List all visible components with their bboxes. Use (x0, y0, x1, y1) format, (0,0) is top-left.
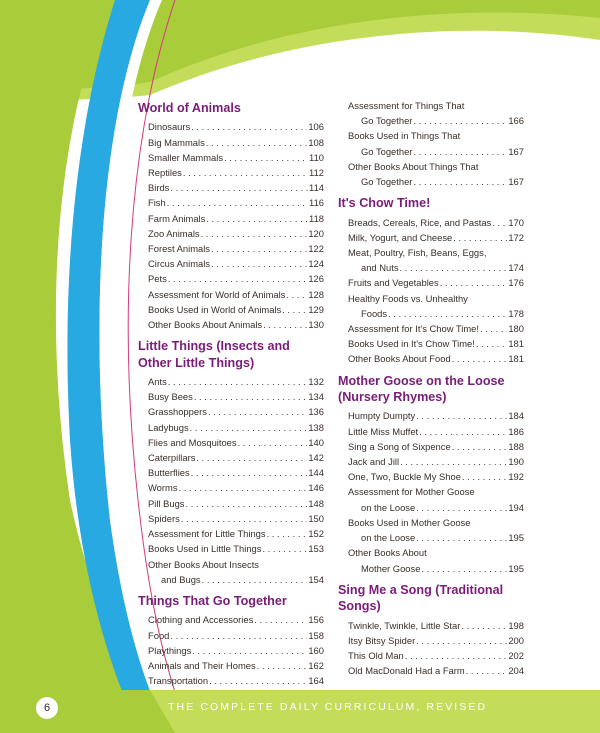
entry-title: Birds (148, 182, 170, 194)
entry-page-number: 204 (508, 665, 524, 677)
toc-entry (138, 658, 324, 673)
dot-leader (202, 572, 308, 587)
entry-title: Flies and Mosquitoes (148, 436, 237, 448)
toc-entry (338, 439, 524, 454)
dot-leader (466, 663, 508, 678)
toc-entry (338, 530, 524, 545)
toc-entry (138, 628, 324, 643)
dot-leader (413, 113, 507, 128)
toc-entry (338, 648, 524, 663)
toc-entry (138, 673, 324, 688)
toc-entry (138, 241, 324, 256)
dot-leader (416, 530, 507, 545)
entry-title: Ladybugs (148, 421, 189, 433)
entry-title: Other Books About Insects (148, 558, 259, 570)
entry-page-number: 120 (308, 227, 324, 239)
dot-leader (421, 561, 507, 576)
entry-title: Go Together (361, 115, 413, 127)
entry-title: Foods (361, 307, 388, 319)
entry-title: Fish (148, 197, 166, 209)
toc-entry (138, 572, 324, 587)
toc-right-column (338, 98, 524, 684)
toc-entry (338, 98, 524, 113)
toc-section (138, 100, 324, 332)
entry-title: Big Mammals (148, 136, 205, 148)
toc-entry (138, 271, 324, 286)
toc-entry (338, 515, 524, 530)
toc-entry (338, 215, 524, 230)
dot-leader (462, 469, 507, 484)
entry-title: Other Books About Things That (348, 160, 479, 172)
entry-title: Assessment for Little Things (148, 528, 266, 540)
toc-entry (338, 113, 524, 128)
entry-title: Assessment for It's Chow Time! (348, 323, 479, 335)
toc-entry (338, 321, 524, 336)
entry-page-number: 158 (308, 629, 324, 641)
entry-page-number: 166 (508, 115, 524, 127)
entry-title: Butterflies (148, 467, 190, 479)
section-title: Things That Go Together (138, 593, 287, 608)
entry-title: Other Books About Animals (148, 319, 263, 331)
entry-page-number: 188 (508, 440, 524, 452)
section-title: Sing Me a Song (Traditional Songs) (338, 582, 504, 614)
entry-title: Books Used in It's Chow Time! (348, 338, 475, 350)
toc-entry (338, 618, 524, 633)
section-title: Mother Goose on the Loose (Nursery Rhymes) (338, 373, 505, 405)
toc-entry (138, 389, 324, 404)
dot-leader (170, 628, 307, 643)
toc-entry (338, 484, 524, 499)
dot-leader (201, 226, 308, 241)
entry-page-number: 152 (308, 528, 324, 540)
entry-title: Jack and Jill (348, 456, 400, 468)
dot-leader (185, 496, 307, 511)
entry-page-number: 108 (308, 136, 324, 148)
toc-entry (338, 174, 524, 189)
dot-leader (262, 541, 307, 556)
toc-entry (338, 408, 524, 423)
toc-entry (338, 291, 524, 306)
dot-leader (400, 260, 508, 275)
entry-page-number: 184 (508, 410, 524, 422)
toc-entry (138, 119, 324, 134)
entry-title: Other Books About (348, 547, 427, 559)
toc-entry (138, 511, 324, 526)
dot-leader (254, 612, 307, 627)
toc-entry (338, 454, 524, 469)
toc-section (138, 338, 324, 587)
entry-page-number: 186 (508, 425, 524, 437)
toc-entry (138, 226, 324, 241)
toc-entry (338, 663, 524, 678)
toc-section (338, 582, 524, 679)
entry-page-number: 180 (508, 323, 524, 335)
entry-page-number: 202 (508, 649, 524, 661)
toc-entry (338, 561, 524, 576)
dot-leader (405, 648, 508, 663)
entry-title: and Nuts (361, 262, 399, 274)
entry-page-number: 181 (508, 338, 524, 350)
entry-page-number: 126 (308, 273, 324, 285)
entry-title: Worms (148, 482, 178, 494)
entry-page-number: 167 (508, 176, 524, 188)
toc-entry (138, 135, 324, 150)
entry-page-number: 178 (508, 307, 524, 319)
toc-entry (338, 245, 524, 260)
toc-entry (138, 480, 324, 495)
dot-leader (416, 408, 507, 423)
toc-entry (138, 526, 324, 541)
dot-leader (257, 658, 308, 673)
dot-leader (413, 174, 507, 189)
toc-entry (338, 500, 524, 515)
toc-entry (138, 195, 324, 210)
dot-leader (416, 633, 507, 648)
toc-entry (138, 256, 324, 271)
toc-left-column (138, 100, 324, 694)
entry-page-number: 154 (308, 573, 324, 585)
dot-leader (206, 135, 308, 150)
entry-title: Ants (148, 376, 167, 388)
entry-title: Breads, Cereals, Rice, and Pastas (348, 216, 492, 228)
entry-title: Books Used in Mother Goose (348, 516, 471, 528)
entry-page-number: 160 (308, 644, 324, 656)
entry-page-number: 194 (508, 501, 524, 513)
toc-entry (338, 144, 524, 159)
toc-entry (138, 180, 324, 195)
dot-leader (238, 435, 308, 450)
toc-entry (138, 404, 324, 419)
entry-page-number: 124 (308, 258, 324, 270)
entry-page-number: 150 (308, 512, 324, 524)
toc-entry (138, 420, 324, 435)
dot-leader (192, 643, 307, 658)
section-title: World of Animals (138, 101, 241, 115)
entry-page-number: 118 (309, 212, 324, 224)
dot-leader (461, 618, 507, 633)
entry-page-number: 198 (508, 619, 524, 631)
dot-leader (183, 165, 308, 180)
toc-entry (338, 275, 524, 290)
entry-page-number: 116 (309, 197, 324, 209)
dot-leader (191, 119, 307, 134)
toc-entry (138, 302, 324, 317)
entry-title: on the Loose (361, 501, 416, 513)
dot-leader (263, 317, 307, 332)
dot-leader (168, 374, 308, 389)
entry-page-number: 200 (508, 634, 524, 646)
dot-leader (492, 215, 507, 230)
toc-entry (138, 165, 324, 180)
entry-title: Go Together (361, 176, 413, 188)
entry-page-number: 110 (309, 151, 324, 163)
entry-title: Smaller Mammals (148, 151, 224, 163)
dot-leader (181, 511, 308, 526)
entry-title: Little Miss Muffet (348, 425, 419, 437)
toc-entry (138, 465, 324, 480)
entry-title: Assessment for World of Animals (148, 288, 286, 300)
entry-title: Sing a Song of Sixpence (348, 440, 451, 452)
dot-leader (167, 195, 308, 210)
toc-entry (338, 260, 524, 275)
toc-section (338, 195, 524, 366)
toc-entry (138, 557, 324, 572)
toc-section (338, 98, 524, 189)
dot-leader (211, 241, 307, 256)
entry-page-number: 132 (308, 376, 324, 388)
dot-leader (453, 230, 507, 245)
entry-title: Mother Goose (361, 562, 421, 574)
dot-leader (208, 404, 307, 419)
entry-page-number: 195 (508, 532, 524, 544)
entry-title: Circus Animals (148, 258, 210, 270)
entry-title: Other Books About Food (348, 353, 451, 365)
toc-entry (338, 306, 524, 321)
entry-title: Clothing and Accessories (148, 614, 254, 626)
entry-page-number: 114 (309, 182, 324, 194)
toc-entry (138, 643, 324, 658)
entry-title: Pill Bugs (148, 497, 185, 509)
dot-leader (388, 306, 507, 321)
entry-page-number: 146 (308, 482, 324, 494)
entry-page-number: 156 (308, 614, 324, 626)
dot-leader (286, 287, 307, 302)
entry-page-number: 134 (308, 391, 324, 403)
entry-title: Go Together (361, 145, 413, 157)
toc-entry (138, 150, 324, 165)
dot-leader (170, 180, 308, 195)
entry-page-number: 190 (508, 456, 524, 468)
toc-entry (338, 545, 524, 560)
dot-leader (400, 454, 507, 469)
entry-page-number: 136 (308, 406, 324, 418)
entry-page-number: 170 (508, 216, 524, 228)
entry-title: Books Used in Little Things (148, 543, 262, 555)
toc-entry (138, 287, 324, 302)
entry-title: Old MacDonald Had a Farm (348, 665, 465, 677)
toc-entry (138, 612, 324, 627)
entry-title: Itsy Bitsy Spider (348, 634, 416, 646)
toc-entry (138, 541, 324, 556)
entry-title: and Bugs (161, 573, 201, 585)
entry-title: One, Two, Buckle My Shoe (348, 471, 461, 483)
entry-page-number: 176 (508, 277, 524, 289)
entry-page-number: 112 (309, 167, 324, 179)
entry-page-number: 140 (308, 436, 324, 448)
entry-title: Pets (148, 273, 167, 285)
dot-leader (224, 150, 308, 165)
toc-entry (338, 230, 524, 245)
entry-title: Humpty Dumpty (348, 410, 416, 422)
entry-title: on the Loose (361, 532, 416, 544)
toc-entry (138, 374, 324, 389)
dot-leader (452, 439, 508, 454)
entry-title: Busy Bees (148, 391, 193, 403)
dot-leader (190, 420, 308, 435)
dot-leader (194, 389, 308, 404)
entry-page-number: 162 (308, 659, 324, 671)
footer-title: THE COMPLETE DAILY CURRICULUM, REVISED (168, 701, 488, 713)
dot-leader (416, 500, 507, 515)
toc-entry (338, 469, 524, 484)
toc-entry (338, 159, 524, 174)
dot-leader (419, 424, 507, 439)
entry-page-number: 122 (308, 243, 324, 255)
toc-entry (138, 450, 324, 465)
entry-page-number: 128 (308, 288, 324, 300)
toc-entry (338, 351, 524, 366)
dot-leader (196, 450, 307, 465)
entry-title: Forest Animals (148, 243, 210, 255)
entry-title: This Old Man (348, 649, 404, 661)
entry-page-number: 195 (508, 562, 524, 574)
dot-leader (452, 351, 508, 366)
toc-entry (338, 633, 524, 648)
entry-title: Healthy Foods vs. Unhealthy (348, 292, 468, 304)
dot-leader (211, 256, 307, 271)
dot-leader (168, 271, 308, 286)
dot-leader (440, 275, 508, 290)
entry-title: Spiders (148, 512, 180, 524)
toc-entry (138, 317, 324, 332)
entry-page-number: 142 (308, 452, 324, 464)
entry-title: Fruits and Vegetables (348, 277, 439, 289)
entry-page-number: 153 (308, 543, 324, 555)
entry-title: Books Used in World of Animals (148, 303, 282, 315)
entry-title: Zoo Animals (148, 227, 200, 239)
entry-title: Farm Animals (148, 212, 206, 224)
section-title: It's Chow Time! (338, 196, 431, 211)
dot-leader (191, 465, 308, 480)
toc-entry (138, 211, 324, 226)
dot-leader (206, 211, 308, 226)
entry-title: Playthings (148, 644, 192, 656)
entry-page-number: 148 (308, 497, 324, 509)
toc-entry (338, 336, 524, 351)
toc-section (338, 373, 524, 576)
entry-title: Grasshoppers (148, 406, 207, 418)
entry-title: Assessment for Things That (348, 100, 465, 111)
toc-section (138, 593, 324, 688)
dot-leader (267, 526, 308, 541)
page-number: 6 (36, 697, 58, 719)
entry-page-number: 174 (508, 262, 524, 274)
entry-page-number: 130 (308, 319, 324, 331)
toc-entry (138, 435, 324, 450)
entry-title: Caterpillars (148, 452, 196, 464)
entry-page-number: 172 (508, 231, 524, 243)
entry-title: Meat, Poultry, Fish, Beans, Eggs, (348, 247, 487, 259)
entry-title: Reptiles (148, 167, 182, 179)
entry-title: Dinosaurs (148, 121, 191, 133)
entry-title: Food (148, 629, 170, 641)
entry-page-number: 167 (508, 145, 524, 157)
toc-entry (338, 128, 524, 143)
entry-title: Milk, Yogurt, and Cheese (348, 231, 453, 243)
entry-page-number: 138 (308, 421, 324, 433)
section-title: Little Things (Insects and Other Little Things) (138, 339, 290, 370)
dot-leader (413, 144, 507, 159)
entry-page-number: 106 (308, 121, 324, 133)
dot-leader (476, 336, 508, 351)
entry-title: Twinkle, Twinkle, Little Star (348, 619, 461, 631)
entry-title: Books Used in Things That (348, 130, 461, 142)
entry-title: Animals and Their Homes (148, 659, 256, 671)
entry-page-number: 129 (308, 303, 324, 315)
entry-page-number: 164 (308, 675, 324, 687)
entry-page-number: 181 (508, 353, 524, 365)
dot-leader (179, 480, 308, 495)
dot-leader (480, 321, 507, 336)
toc-entry (138, 496, 324, 511)
entry-page-number: 144 (308, 467, 324, 479)
dot-leader (282, 302, 307, 317)
entry-title: Assessment for Mother Goose (348, 486, 475, 498)
dot-leader (209, 673, 307, 688)
toc-entry (338, 424, 524, 439)
entry-title: Transportation (148, 675, 209, 687)
entry-page-number: 192 (508, 471, 524, 483)
